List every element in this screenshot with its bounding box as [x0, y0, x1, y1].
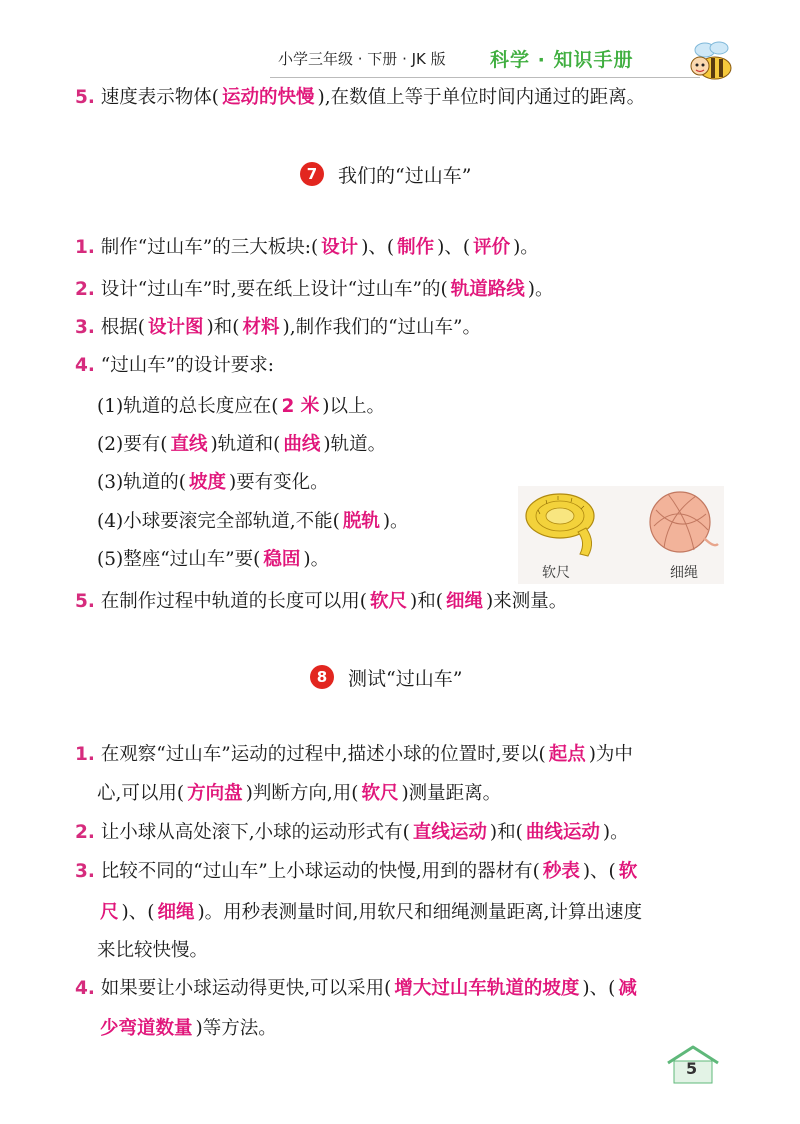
item-text: (2)要有(: [97, 434, 168, 455]
item-text: )、(: [582, 861, 616, 882]
item-text: (5)整座“过山车”要(: [97, 549, 261, 570]
answer: 评价: [473, 237, 511, 258]
answer: 秒表: [542, 861, 580, 882]
item-text: )。: [303, 549, 330, 570]
answer: 增大过山车轨道的坡度: [394, 978, 580, 999]
answer: 细绳: [445, 591, 483, 612]
answer: 运动的快慢: [222, 87, 315, 108]
item-text: 比较不同的“过山车”上小球运动的快慢,用到的器材有(: [100, 861, 540, 882]
caption-string: 细绳: [670, 565, 698, 581]
s8-item-3-line-1: [75, 858, 640, 886]
page-header: [270, 44, 740, 74]
item-text: )。用秒表测量时间,用软尺和细绳测量距离,计算出速度: [197, 902, 642, 923]
item-text: ),制作我们的“过山车”。: [282, 317, 481, 338]
item-text: 在观察“过山车”运动的过程中,描述小球的位置时,要以(: [100, 744, 546, 765]
item-text: 让小球从高处滚下,小球的运动形式有(: [100, 822, 410, 843]
s7-sub-2: [97, 431, 386, 459]
s7-sub-4: [97, 508, 409, 536]
item-text: )、(: [437, 237, 471, 258]
item-number: 3.: [75, 861, 95, 882]
answer: 设计图: [148, 317, 204, 338]
intro-item-5: [75, 84, 645, 112]
s8-item-1-line-1: [75, 741, 633, 769]
section-title: 我们的“过山车”: [338, 164, 472, 187]
item-text: 制作“过山车”的三大板块:(: [100, 237, 319, 258]
item-text: )、(: [121, 902, 155, 923]
item-text: )、(: [361, 237, 395, 258]
section-badge: 7: [300, 162, 324, 186]
header-divider: [270, 77, 700, 78]
s8-item-4-line-1: [75, 975, 640, 1003]
answer: 曲线: [283, 434, 321, 455]
s7-sub-5: [97, 546, 329, 574]
section-8-heading: [310, 662, 462, 692]
item-number: 5.: [75, 591, 95, 612]
answer: 制作: [397, 237, 435, 258]
answer: 直线: [170, 434, 208, 455]
item-text: (3)轨道的(: [97, 472, 186, 493]
item-text: 速度表示物体(: [100, 87, 220, 108]
s7-sub-3: [97, 469, 329, 497]
answer: 曲线运动: [525, 822, 600, 843]
s7-sub-1: [97, 393, 385, 421]
item-number: 1.: [75, 237, 95, 258]
s8-item-4-line-2: [97, 1015, 277, 1043]
answer: 软尺: [361, 783, 399, 804]
item-text: 心,可以用(: [97, 783, 185, 804]
s7-item-1: [75, 234, 539, 262]
item-text: )测量距离。: [401, 783, 502, 804]
s8-item-3-line-2: [97, 899, 642, 927]
item-text: )。: [513, 237, 539, 258]
item-text: )要有变化。: [228, 472, 329, 493]
s8-item-2: [75, 819, 629, 847]
header-grade: 小学三年级 · 下册 · JK 版: [278, 50, 446, 68]
item-number: 5.: [75, 87, 95, 108]
answer: 坡度: [188, 472, 226, 493]
answer: 稳固: [263, 549, 301, 570]
item-text: 设计“过山车”时,要在纸上设计“过山车”的(: [100, 279, 448, 300]
item-text: )。: [382, 511, 409, 532]
page-number: 5: [686, 1059, 698, 1078]
item-text: )轨道。: [323, 434, 387, 455]
item-text: )、(: [582, 978, 616, 999]
caption-tape-measure: 软尺: [542, 565, 570, 581]
item-number: 4.: [75, 355, 95, 376]
item-number: 2.: [75, 279, 95, 300]
item-text: “过山车”的设计要求:: [100, 355, 274, 376]
item-text: 在制作过程中轨道的长度可以用(: [100, 591, 368, 612]
answer: 软: [618, 861, 638, 882]
item-text: )和(: [206, 317, 240, 338]
item-text: (1)轨道的总长度应在(: [97, 396, 279, 417]
item-text: )等方法。: [195, 1018, 277, 1039]
section-title: 测试“过山车”: [348, 667, 463, 690]
item-text: )判断方向,用(: [245, 783, 359, 804]
item-text: )和(: [489, 822, 523, 843]
item-text: (4)小球要滚完全部轨道,不能(: [97, 511, 340, 532]
answer: 设计: [321, 237, 359, 258]
answer: 脱轨: [342, 511, 380, 532]
answer: 细绳: [157, 902, 195, 923]
answer: 2 米: [281, 396, 320, 417]
item-text: )轨道和(: [210, 434, 281, 455]
item-text: 来比较快慢。: [97, 940, 209, 961]
item-text: ),在数值上等于单位时间内通过的距离。: [317, 87, 646, 108]
header-book-title: 科学 · 知识手册: [490, 49, 634, 71]
tools-figure: [518, 486, 724, 584]
item-text: )。: [527, 279, 554, 300]
section-badge: 8: [310, 665, 334, 689]
answer: 少弯道数量: [100, 1018, 193, 1039]
answer: 软尺: [370, 591, 408, 612]
answer: 轨道路线: [450, 279, 525, 300]
item-text: )以上。: [322, 396, 385, 417]
item-text: 如果要让小球运动得更快,可以采用(: [100, 978, 392, 999]
s7-item-3: [75, 314, 481, 342]
item-text: )来测量。: [486, 591, 568, 612]
answer: 直线运动: [412, 822, 487, 843]
s8-item-1-line-2: [97, 780, 501, 808]
item-text: )为中: [588, 744, 633, 765]
answer: 方向盘: [187, 783, 243, 804]
item-text: )。: [602, 822, 629, 843]
s7-item-2: [75, 276, 553, 304]
s7-item-4: [75, 352, 274, 380]
item-text: )和(: [410, 591, 443, 612]
item-number: 4.: [75, 978, 95, 999]
s8-item-3-line-3: [97, 937, 208, 965]
s7-item-5: [75, 588, 567, 616]
answer: 减: [618, 978, 637, 999]
item-number: 1.: [75, 744, 95, 765]
page-number-badge: [662, 1045, 724, 1085]
answer: 材料: [242, 317, 280, 338]
item-text: 根据(: [100, 317, 146, 338]
answer: 起点: [548, 744, 586, 765]
item-number: 3.: [75, 317, 95, 338]
item-number: 2.: [75, 822, 95, 843]
bee-mascot-icon: [685, 36, 745, 84]
section-7-heading: [300, 159, 471, 189]
answer: 尺: [100, 902, 119, 923]
